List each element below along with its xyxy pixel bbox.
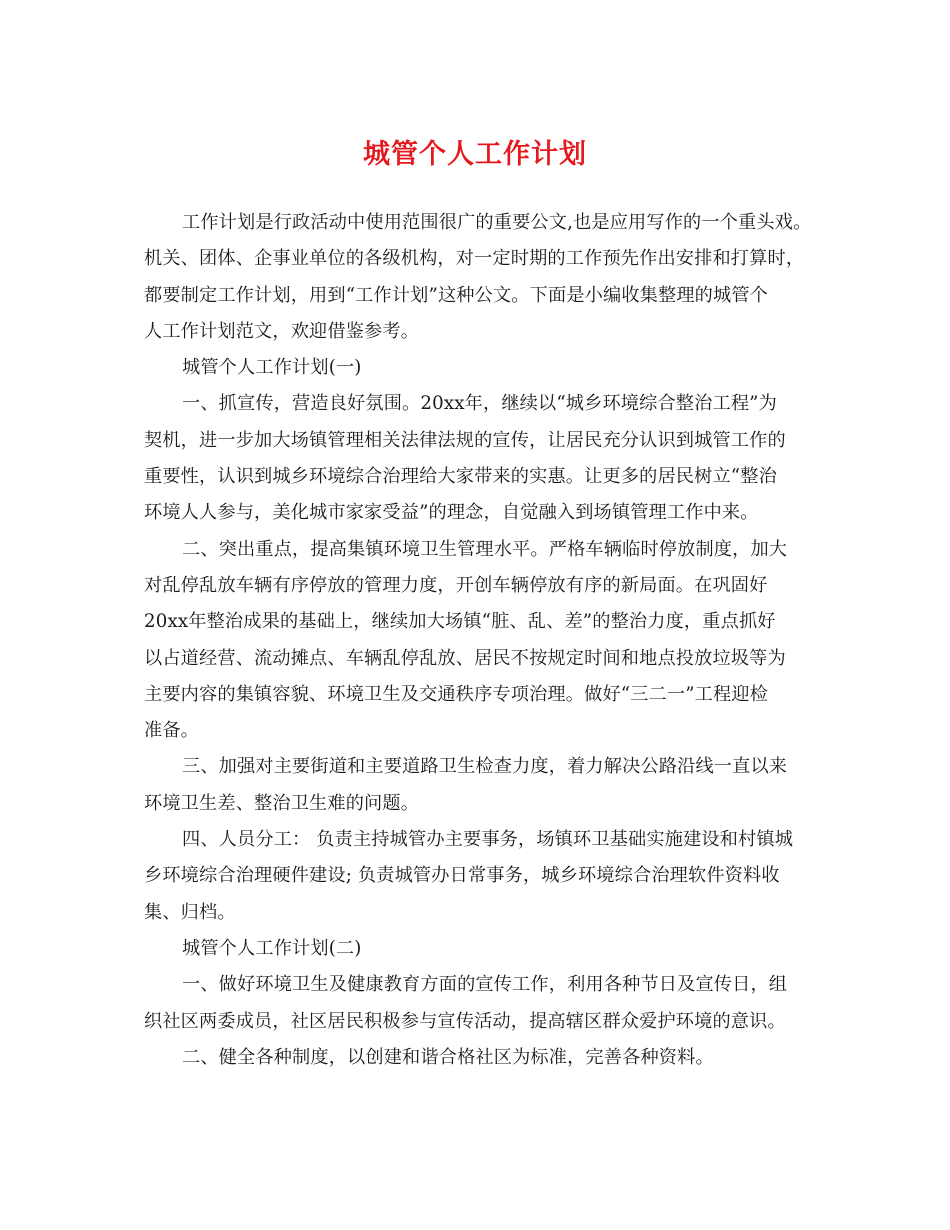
text-line: 集、归档。 [144, 901, 236, 923]
text-line: 二、健全各种制度，以创建和谐合格社区为标准，完善各种资料。 [182, 1046, 714, 1068]
text-line: 都要制定工作计划，用到“工作计划”这种公文。下面是小编收集整理的城管个 [144, 284, 769, 306]
text-line: 重要性，认识到城乡环境综合治理给大家带来的实惠。让更多的居民树立“整治 [144, 466, 777, 488]
text-line: 三、加强对主要街道和主要道路卫生检查力度，着力解决公路沿线一直以来 [182, 756, 788, 778]
text-line: 人工作计划范文，欢迎借鉴参考。 [144, 320, 420, 342]
document-title: 城管个人工作计划 [363, 139, 587, 170]
text-line: 二、突出重点，提高集镇环境卫生管理水平。严格车辆临时停放制度，加大 [182, 538, 788, 560]
text-line: 准备。 [144, 720, 200, 742]
text-line: 织社区两委成员，社区居民积极参与宣传活动，提高辖区群众爱护环境的意识。 [144, 1010, 786, 1032]
text-line: 城管个人工作计划(一) [182, 357, 362, 379]
text-line: 环境人人参与，美化城市家家受益”的理念，自觉融入到场镇管理工作中来。 [144, 502, 759, 524]
text-line: 以占道经营、流动摊点、车辆乱停乱放、居民不按规定时间和地点投放垃圾等为 [144, 647, 786, 669]
document-body [144, 205, 834, 1076]
text-line: 契机，进一步加大场镇管理相关法律法规的宣传，让居民充分认识到城管工作的 [144, 429, 786, 451]
text-line: 工作计划是行政活动中使用范围很广的重要公文,也是应用写作的一个重头戏。 [182, 212, 812, 233]
text-line: 环境卫生差、整治卫生难的问题。 [144, 792, 420, 814]
text-line: 乡环境综合治理硬件建设; 负责城管办日常事务，城乡环境综合治理软件资料收 [144, 865, 780, 887]
text-line: 四、人员分工： 负责主持城管办主要事务，场镇环卫基础实施建设和村镇城 [182, 829, 794, 851]
text-line: 20xx年整治成果的基础上，继续加大场镇“脏、乱、差”的整治力度，重点抓好 [144, 611, 776, 633]
text-line: 主要内容的集镇容貌、环境卫生及交通秩序专项治理。做好“三二一”工程迎检 [144, 683, 769, 705]
text-line: 城管个人工作计划(二) [182, 937, 362, 959]
text-line: 一、做好环境卫生及健康教育方面的宣传工作，利用各种节日及宣传日，组 [182, 974, 788, 996]
text-line: 机关、团体、企事业单位的各级机构，对一定时期的工作预先作出安排和打算时， [144, 248, 805, 270]
text-line: 一、抓宣传，营造良好氛围。20xx年，继续以“城乡环境综合整治工程”为 [182, 393, 777, 415]
text-line: 对乱停乱放车辆有序停放的管理力度，开创车辆停放有序的新局面。在巩固好 [144, 574, 768, 596]
